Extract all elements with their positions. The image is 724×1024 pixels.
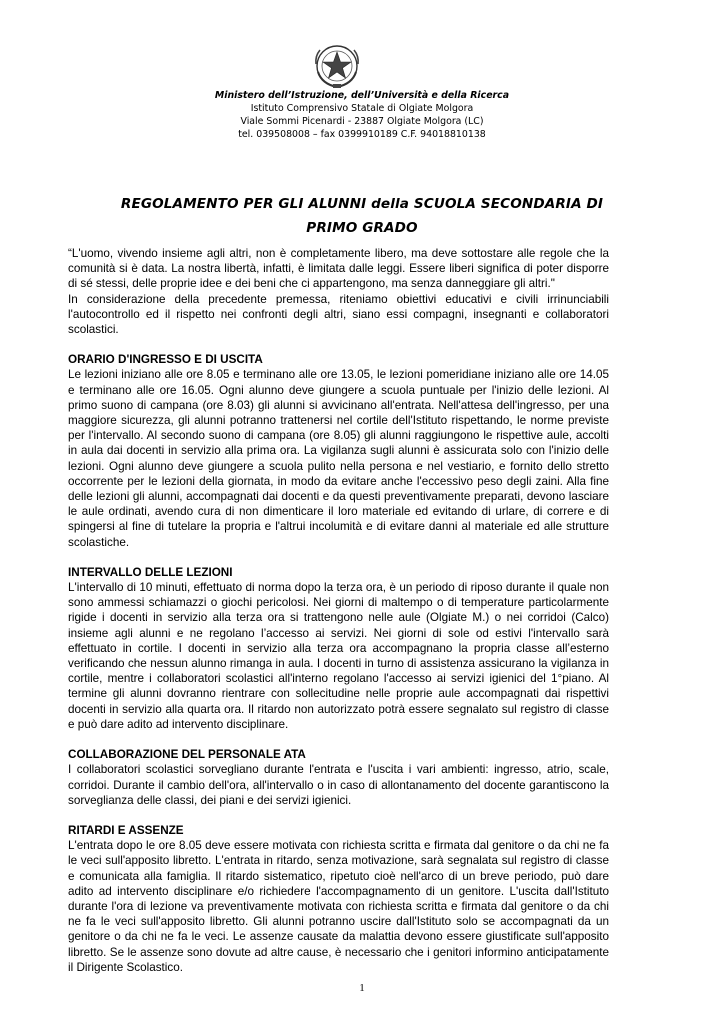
institution-header xyxy=(150,89,574,141)
section-heading-ritardi: RITARDI E ASSENZE xyxy=(68,823,184,837)
school-name: Istituto Comprensivo Statale di Olgiate Molgora xyxy=(250,103,474,114)
section-heading-collaborazione: COLLABORAZIONE DEL PERSONALE ATA xyxy=(68,748,306,762)
document-title xyxy=(60,192,664,240)
section-text-intervallo: L'intervallo di 10 minuti, effettuato di norma dopo la terza ora, è un periodo di riposo durante il quale non sono ammessi schiamazzi o giochi pericolosi. Nei giorni di maltempo o di temperature particolarmente rigide i docenti in servizio alla terza ora si trattengono nelle aule (Olgiate M.) o nei corridoi (Calco) insieme agli alunni e ne regolano l’accesso ai servizi. Nei giorni di sole od estivi l'intervallo sarà effettuato in cortile. I docenti in servizio alla terza ora accompagnano la propria classe all’esterno verificando che nessun alunno rimanga in aula. I docenti in turno di assistenza assicurano la vigilanza in cortile, mentre i collaboratori scolastici all'interno regolano l'accesso ai servizi igienici del 1°piano. Al termine gli alunni dovranno rientrare con sollecitudine nelle proprie aule accompagnati dai rispettivi docenti in servizio alla quarta ora. Il ritardo non autorizzato potrà essere segnalato sul registro di classe e può dare adito ad intervento disciplinare. xyxy=(68,581,609,731)
section-heading-orario: ORARIO D'INGRESSO E DI USCITA xyxy=(68,353,263,367)
section-text-collaborazione: I collaboratori scolastici sorvegliano durante l'entrata e l'uscita i vari ambienti: ingresso, atrio, scale, corridoi. Durante il cambio dell'ora, all'intervallo o in caso di allontanamento del docente garantiscono la sorveglianza delle classi, dei piani e dei servizi igienici. xyxy=(68,763,609,807)
school-address: Viale Sommi Picenardi - 23887 Olgiate Molgora (LC) xyxy=(240,116,484,127)
intro-quote: “L'uomo, vivendo insieme agli altri, non è completamente libero, ma deve sottostare alle regole che la comunità si è data. La nostra libertà, infatti, è limitata dalle leggi. Essere liberi significa di poter disporre di sé stessi, delle proprie idee e dei beni che ci appartengono, ma senza danneggiare gli altri." xyxy=(68,247,609,291)
document-body xyxy=(68,246,609,975)
section-text-orario: Le lezioni iniziano alle ore 8.05 e terminano alle ore 13.05, le lezioni pomeridiane iniziano alle ore 14.05 e terminano alle ore 16.05. Ogni alunno deve giungere a scuola puntuale per l'inizio delle lezioni. Al primo suono di campana (ore 8.03) gli alunni si avvicinano all'entrata. Nell'attesa dell'ingresso, per una maggiore sicurezza, gli alunni potranno trattenersi nel cortile dell'Istituto rispettando, le norme previste per l'intervallo. Al secondo suono di campana (ore 8.05) gli alunni raggiungono le rispettive aule, accolti in aula dai docenti in servizio alla prima ora. La vigilanza sugli alunni è assicurata solo con l'inizio delle lezioni. Ogni alunno deve giungere a scuola pulito nella persona e nel vestiario, e fornito dello stretto occorrente per le lezioni della giornata, in modo da evitare anche l'eccessivo peso degli zaini. Alla fine delle lezioni gli alunni, accompagnati dai docenti e da questi preventivamente preparati, devono lasciare le aule ordinati, avendo cura di non dimenticare il loro materiale ed evitando di urlare, di correre e di spingersi al fine di tutelare la propria e l'altrui incolumità e di evitare danni al materiale ed alle strutture scolastiche. xyxy=(68,368,609,549)
school-contacts: tel. 039508008 – fax 0399910189 C.F. 94018810138 xyxy=(238,129,486,140)
section-text-ritardi: L'entrata dopo le ore 8.05 deve essere motivata con richiesta scritta e firmata dal genitore o da chi ne fa le veci sull'apposito libretto. L'entrata in ritardo, senza motivazione, sarà segnalata sul registro di classe e comunicata alla famiglia. Il ritardo sistematico, ripetuto cioè nell'arco di un breve periodo, può dare adito ad intervento disciplinare e/o richiedere l'accompagnamento di un genitore. L'uscita dall'Istituto durante l'ora di lezione va preventivamente motivata con richiesta scritta e firmata dal genitore o da chi ne fa le veci sull'apposito libretto. Gli alunni potranno uscire dall'Istituto solo se accompagnati da un genitore o da chi ne fa le veci. Le assenze causate da malattia devono essere giustificate sull'apposito libretto. Se le assenze sono dovute ad altre cause, è necessario che i genitori informino anticipatamente il Dirigente Scolastico. xyxy=(68,839,609,974)
section-heading-intervallo: INTERVALLO DELLE LEZIONI xyxy=(68,565,233,579)
intro-paragraph: In considerazione della precedente premessa, riteniamo obiettivi educativi e civili irrinunciabili l'autocontrollo ed il rispetto nei confronti degli altri, siano essi compagni, insegnanti e collaboratori scolastici. xyxy=(68,292,609,337)
title-line-1: REGOLAMENTO PER GLI ALUNNI della SCUOLA SECONDARIA DI xyxy=(120,196,604,212)
ministry-name: Ministero dell’Istruzione, dell’Università e della Ricerca xyxy=(214,90,510,101)
italian-republic-emblem-icon xyxy=(312,42,362,90)
title-line-2: PRIMO GRADO xyxy=(306,220,418,236)
page-number: 1 xyxy=(359,982,365,994)
